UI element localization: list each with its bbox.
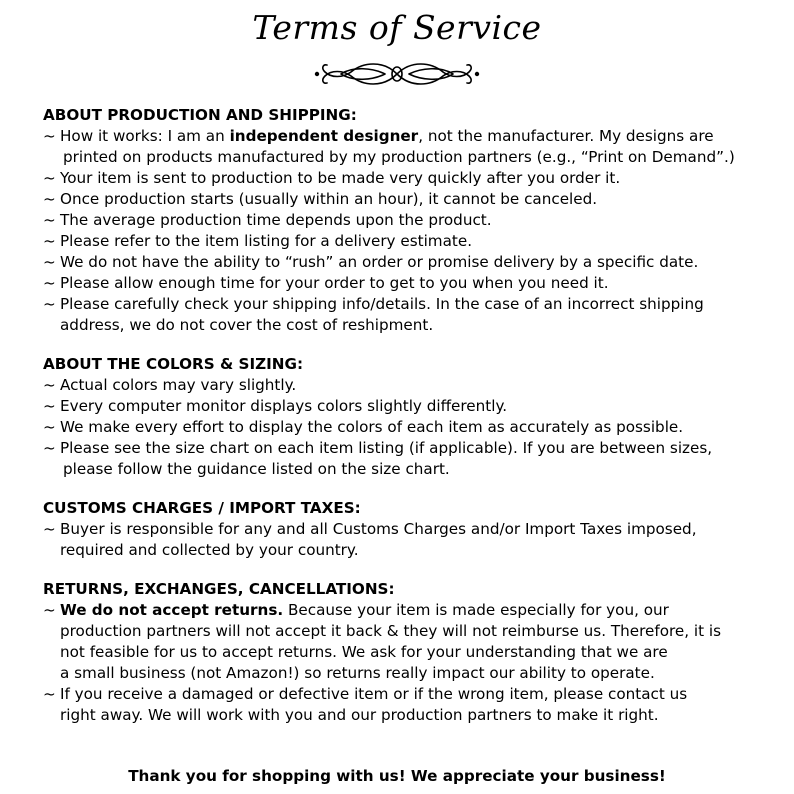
list-item-continuation: please follow the guidance listed on the size chart. (63, 460, 450, 478)
list-item-continuation: address, we do not cover the cost of reshipment. (60, 316, 434, 334)
list-item-continuation: required and collected by your country. (60, 541, 359, 559)
list-item: ~ We do not have the ability to “rush” an order or promise delivery by a specific date. (43, 253, 699, 271)
list-item: ~ Actual colors may vary slightly. (43, 376, 297, 394)
section-customs (43, 498, 773, 561)
section-returns (43, 579, 773, 726)
list-item: ~ How it works: I am an independent designer, not the manufacturer. My designs are (43, 127, 714, 145)
section-production-shipping (43, 105, 773, 336)
list-item: ~ Your item is sent to production to be made very quickly after you order it. (43, 169, 621, 187)
list-item-continuation: not feasible for us to accept returns. We ask for your understanding that we are (60, 643, 668, 661)
list-item: ~ The average production time depends upon the product. (43, 211, 492, 229)
section-heading: ABOUT PRODUCTION AND SHIPPING: (43, 106, 357, 124)
list-item: ~ We do not accept returns. Because your item is made especially for you, our (43, 601, 669, 619)
list-item: ~ Every computer monitor displays colors slightly differently. (43, 397, 508, 415)
list-item-continuation: printed on products manufactured by my production partners (e.g., “Print on Demand”.) (63, 148, 735, 166)
section-heading: CUSTOMS CHARGES / IMPORT TAXES: (43, 499, 361, 517)
list-item-continuation: right away. We will work with you and our production partners to make it right. (60, 706, 659, 724)
section-colors-sizing (43, 354, 773, 480)
list-item: ~ Buyer is responsible for any and all Customs Charges and/or Import Taxes imposed, (43, 520, 697, 538)
list-item: ~ Please carefully check your shipping info/details. In the case of an incorrect shipping (43, 295, 704, 313)
list-item: ~ Once production starts (usually within an hour), it cannot be canceled. (43, 190, 598, 208)
list-item: ~ Please see the size chart on each item listing (if applicable). If you are between sizes, (43, 439, 713, 457)
thank-you-message: Thank you for shopping with us! We appreciate your business! (128, 767, 666, 785)
section-heading: RETURNS, EXCHANGES, CANCELLATIONS: (43, 580, 395, 598)
flourish-divider-icon (313, 58, 481, 90)
list-item: ~ If you receive a damaged or defective item or if the wrong item, please contact us (43, 685, 688, 703)
list-item: ~ We make every effort to display the colors of each item as accurately as possible. (43, 418, 684, 436)
list-item: ~ Please refer to the item listing for a delivery estimate. (43, 232, 473, 250)
list-item-continuation: a small business (not Amazon!) so returns really impact our ability to operate. (60, 664, 655, 682)
terms-content (43, 105, 773, 744)
list-item: ~ Please allow enough time for your order to get to you when you need it. (43, 274, 609, 292)
section-heading: ABOUT THE COLORS & SIZING: (43, 355, 304, 373)
list-item-continuation: production partners will not accept it back & they will not reimburse us. Therefore, it is (60, 622, 722, 640)
page-title: Terms of Service (252, 8, 542, 47)
